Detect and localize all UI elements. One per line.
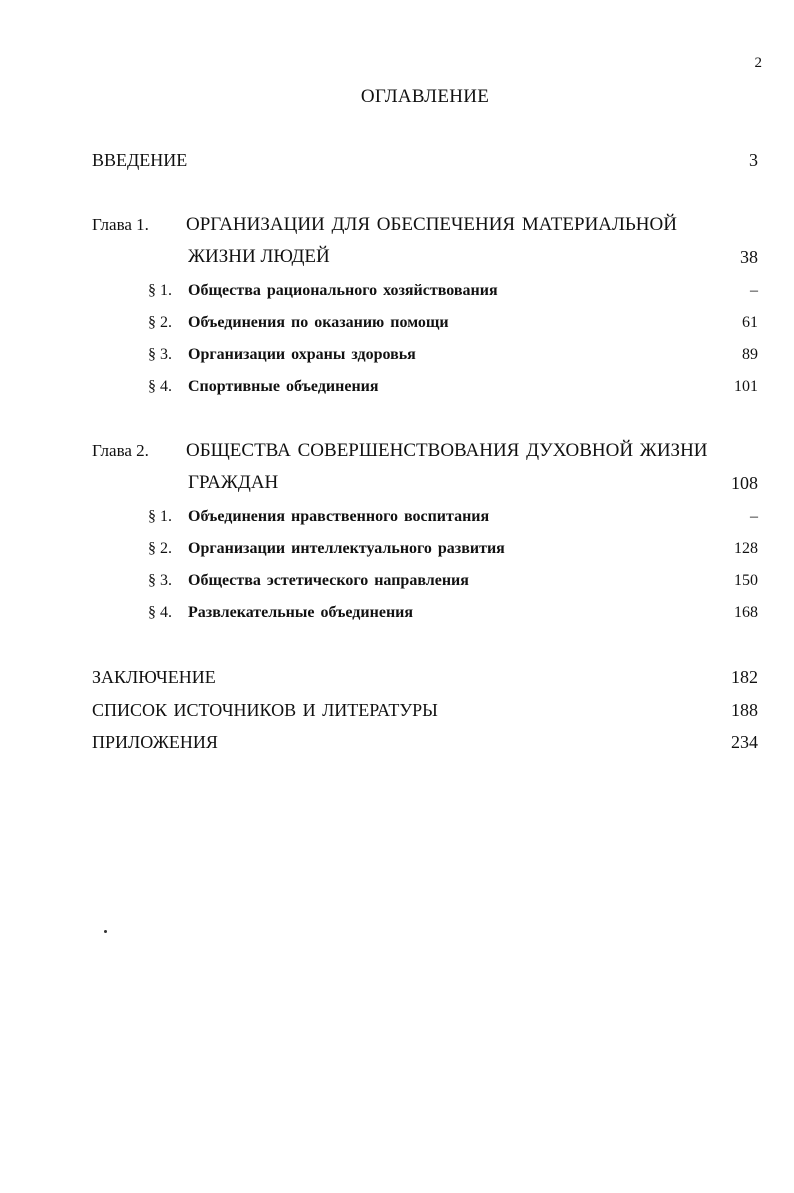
section-number: § 3. bbox=[148, 572, 172, 589]
toc-entry-introduction[interactable] bbox=[92, 147, 758, 173]
chapter-number: Глава 2. bbox=[92, 441, 149, 460]
toc-entry-chapter-1[interactable] bbox=[92, 212, 758, 238]
entry-label: СПИСОК ИСТОЧНИКОВ И ЛИТЕРАТУРЫ bbox=[92, 700, 438, 720]
section-title: Организации охраны здоровья bbox=[188, 346, 416, 363]
entry-page: 101 bbox=[734, 378, 758, 395]
entry-page: 61 bbox=[742, 314, 758, 331]
entry-page: 234 bbox=[731, 732, 758, 752]
section-title: Спортивные объединения bbox=[188, 378, 379, 395]
toc-entry-section[interactable] bbox=[92, 374, 758, 400]
entry-page: 3 bbox=[749, 150, 758, 170]
page-number: 2 bbox=[754, 55, 762, 71]
toc-entry-section[interactable] bbox=[92, 342, 758, 368]
toc-entry-chapter-2-continued[interactable] bbox=[92, 470, 758, 496]
section-number: § 4. bbox=[148, 378, 172, 395]
entry-page: 188 bbox=[731, 700, 758, 720]
toc-entry-section[interactable] bbox=[92, 600, 758, 626]
scan-speck bbox=[104, 930, 107, 933]
entry-page: 150 bbox=[734, 572, 758, 589]
chapter-title-line2: ГРАЖДАН bbox=[188, 472, 279, 493]
entry-page: 168 bbox=[734, 604, 758, 621]
section-number: § 3. bbox=[148, 346, 172, 363]
section-number: § 4. bbox=[148, 604, 172, 621]
section-title: Организации интеллектуального развития bbox=[188, 540, 505, 557]
toc-entry-conclusion[interactable] bbox=[92, 664, 758, 690]
entry-label: ПРИЛОЖЕНИЯ bbox=[92, 732, 218, 752]
section-number: § 2. bbox=[148, 314, 172, 331]
entry-label: ЗАКЛЮЧЕНИЕ bbox=[92, 667, 216, 687]
toc-entry-section[interactable] bbox=[92, 310, 758, 336]
section-title: Объединения нравственного воспитания bbox=[188, 508, 490, 525]
toc-title: ОГЛАВЛЕНИЕ bbox=[360, 86, 490, 107]
toc-entry-section[interactable] bbox=[92, 278, 758, 304]
entry-page: 108 bbox=[731, 473, 758, 493]
chapter-title-line2: ЖИЗНИ ЛЮДЕЙ bbox=[188, 246, 330, 267]
entry-page: 128 bbox=[734, 540, 758, 557]
chapter-title: ОБЩЕСТВА СОВЕРШЕНСТВОВАНИЯ ДУХОВНОЙ ЖИЗНИ bbox=[186, 440, 708, 461]
section-number: § 2. bbox=[148, 540, 172, 557]
toc-entry-section[interactable] bbox=[92, 504, 758, 530]
entry-page: 89 bbox=[742, 346, 758, 363]
toc-entry-appendices[interactable] bbox=[92, 729, 758, 755]
entry-page: – bbox=[750, 508, 758, 525]
section-title: Объединения по оказанию помощи bbox=[188, 314, 449, 331]
section-title: Развлекательные объединения bbox=[188, 604, 414, 621]
chapter-number: Глава 1. bbox=[92, 215, 149, 234]
chapter-title: ОРГАНИЗАЦИИ ДЛЯ ОБЕСПЕЧЕНИЯ МАТЕРИАЛЬНОЙ bbox=[186, 214, 677, 235]
section-number: § 1. bbox=[148, 282, 172, 299]
entry-page: – bbox=[750, 282, 758, 299]
entry-page: 38 bbox=[740, 247, 758, 267]
entry-label: ВВЕДЕНИЕ bbox=[92, 150, 188, 170]
toc-entry-section[interactable] bbox=[92, 568, 758, 594]
toc-entry-sources[interactable] bbox=[92, 697, 758, 723]
section-title: Общества рационального хозяйствования bbox=[188, 282, 498, 299]
toc-entry-chapter-2[interactable] bbox=[92, 438, 758, 464]
entry-page: 182 bbox=[731, 667, 758, 687]
section-number: § 1. bbox=[148, 508, 172, 525]
section-title: Общества эстетического направления bbox=[188, 572, 469, 589]
toc-entry-section[interactable] bbox=[92, 536, 758, 562]
toc-entry-chapter-1-continued[interactable] bbox=[92, 244, 758, 270]
